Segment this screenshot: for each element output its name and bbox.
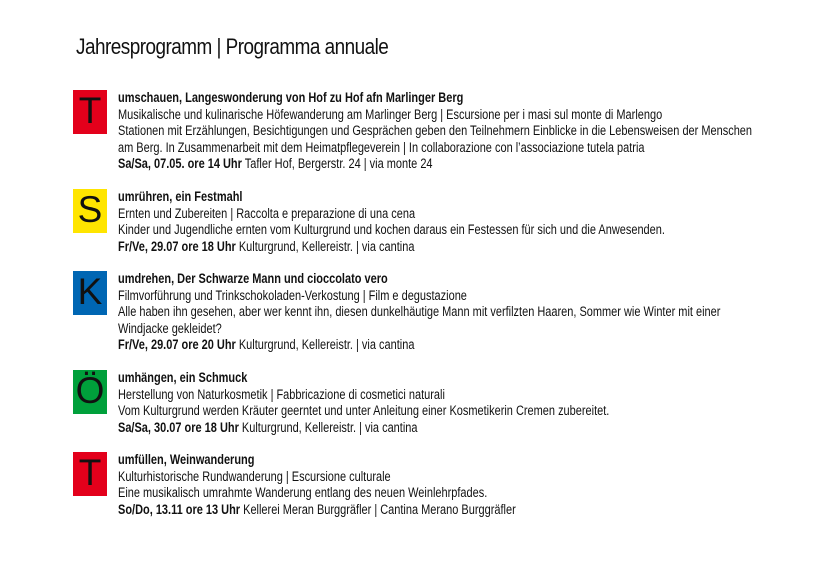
event-location: Tafler Hof, Bergerstr. 24 | via monte 24 [241, 156, 433, 172]
event-location: Kulturgrund, Kellereistr. | via cantina [235, 337, 415, 353]
event-description-line: Windjacke gekleidet? [118, 320, 222, 336]
event-description-line: Vom Kulturgrund werden Kräuter geerntet und unter Anleitung einer Kosmetikerin Cremen zubereitet. [118, 403, 610, 419]
event-letter-badge: S [73, 189, 107, 233]
event-letter-badge: Ö [73, 370, 107, 414]
event-description-line: Eine musikalisch umrahmte Wanderung entlang des neuen Weinlehrpfades. [118, 485, 488, 501]
event-title: umfüllen, Weinwanderung [118, 452, 255, 467]
event-date-time: Fr/Ve, 29.07 ore 18 Uhr [118, 238, 236, 254]
event-schedule [118, 502, 717, 519]
event-schedule [118, 337, 717, 354]
event-subtitle: Kulturhistorische Rundwanderung | Escursione culturale [118, 468, 391, 484]
event-title: umschauen, Langeswonderung von Hof zu Hof afn Marlinger Berg [118, 90, 464, 105]
event-description-line: Kinder und Jugendliche ernten vom Kulturgrund und kochen daraus ein Festessen für sich und die Anwesenden. [118, 222, 665, 238]
event-location: Kulturgrund, Kellereistr. | via cantina [235, 238, 415, 254]
event-date-time: Sa/Sa, 07.05. ore 14 Uhr [118, 156, 242, 172]
event-date-time: Sa/Sa, 30.07 ore 18 Uhr [118, 419, 239, 435]
event-description-line: Alle haben ihn gesehen, aber wer kennt ihn, diesen dunkelhäutige Mann mit verfilzten Haaren, Sommer wie Winter mit einer [118, 304, 721, 320]
event-schedule [118, 239, 717, 256]
event-subtitle: Musikalische und kulinarische Höfewanderung am Marlinger Berg | Escursione per i masi sul monte di Marlengo [118, 106, 663, 122]
event-location: Kulturgrund, Kellereistr. | via cantina [238, 419, 418, 435]
event-subtitle: Herstellung von Naturkosmetik | Fabbricazione di cosmetici naturali [118, 386, 445, 402]
event-schedule [118, 420, 717, 437]
event-subtitle: Ernten und Zubereiten | Raccolta e preparazione di una cena [118, 205, 416, 221]
page-title: Jahresprogramm | Programma annuale [76, 34, 389, 59]
event-letter-badge: K [73, 271, 107, 315]
event-title: umrühren, ein Festmahl [118, 189, 243, 204]
event-subtitle: Filmvorführung und Trinkschokoladen-Verkostung | Film e degustazione [118, 287, 467, 303]
event-title: umhängen, ein Schmuck [118, 370, 248, 385]
event-letter-badge: T [73, 452, 107, 496]
event-description-line: am Berg. In Zusammenarbeit mit dem Heimatpflegeverein | In collaborazione con l’associazione tutela patria [118, 139, 645, 155]
event-date-time: So/Do, 13.11 ore 13 Uhr [118, 501, 241, 517]
event-schedule [118, 156, 717, 173]
event-letter-badge: T [73, 90, 107, 134]
event-date-time: Fr/Ve, 29.07 ore 20 Uhr [118, 337, 236, 353]
event-title: umdrehen, Der Schwarze Mann und cioccolato vero [118, 271, 388, 286]
event-location: Kellerei Meran Burggräfler | Cantina Merano Burggräfler [240, 501, 516, 517]
event-description-line: Stationen mit Erzählungen, Besichtigungen und Gesprächen geben den Teilnehmern Einblicke in die Lebensweisen der Menschen [118, 123, 753, 139]
